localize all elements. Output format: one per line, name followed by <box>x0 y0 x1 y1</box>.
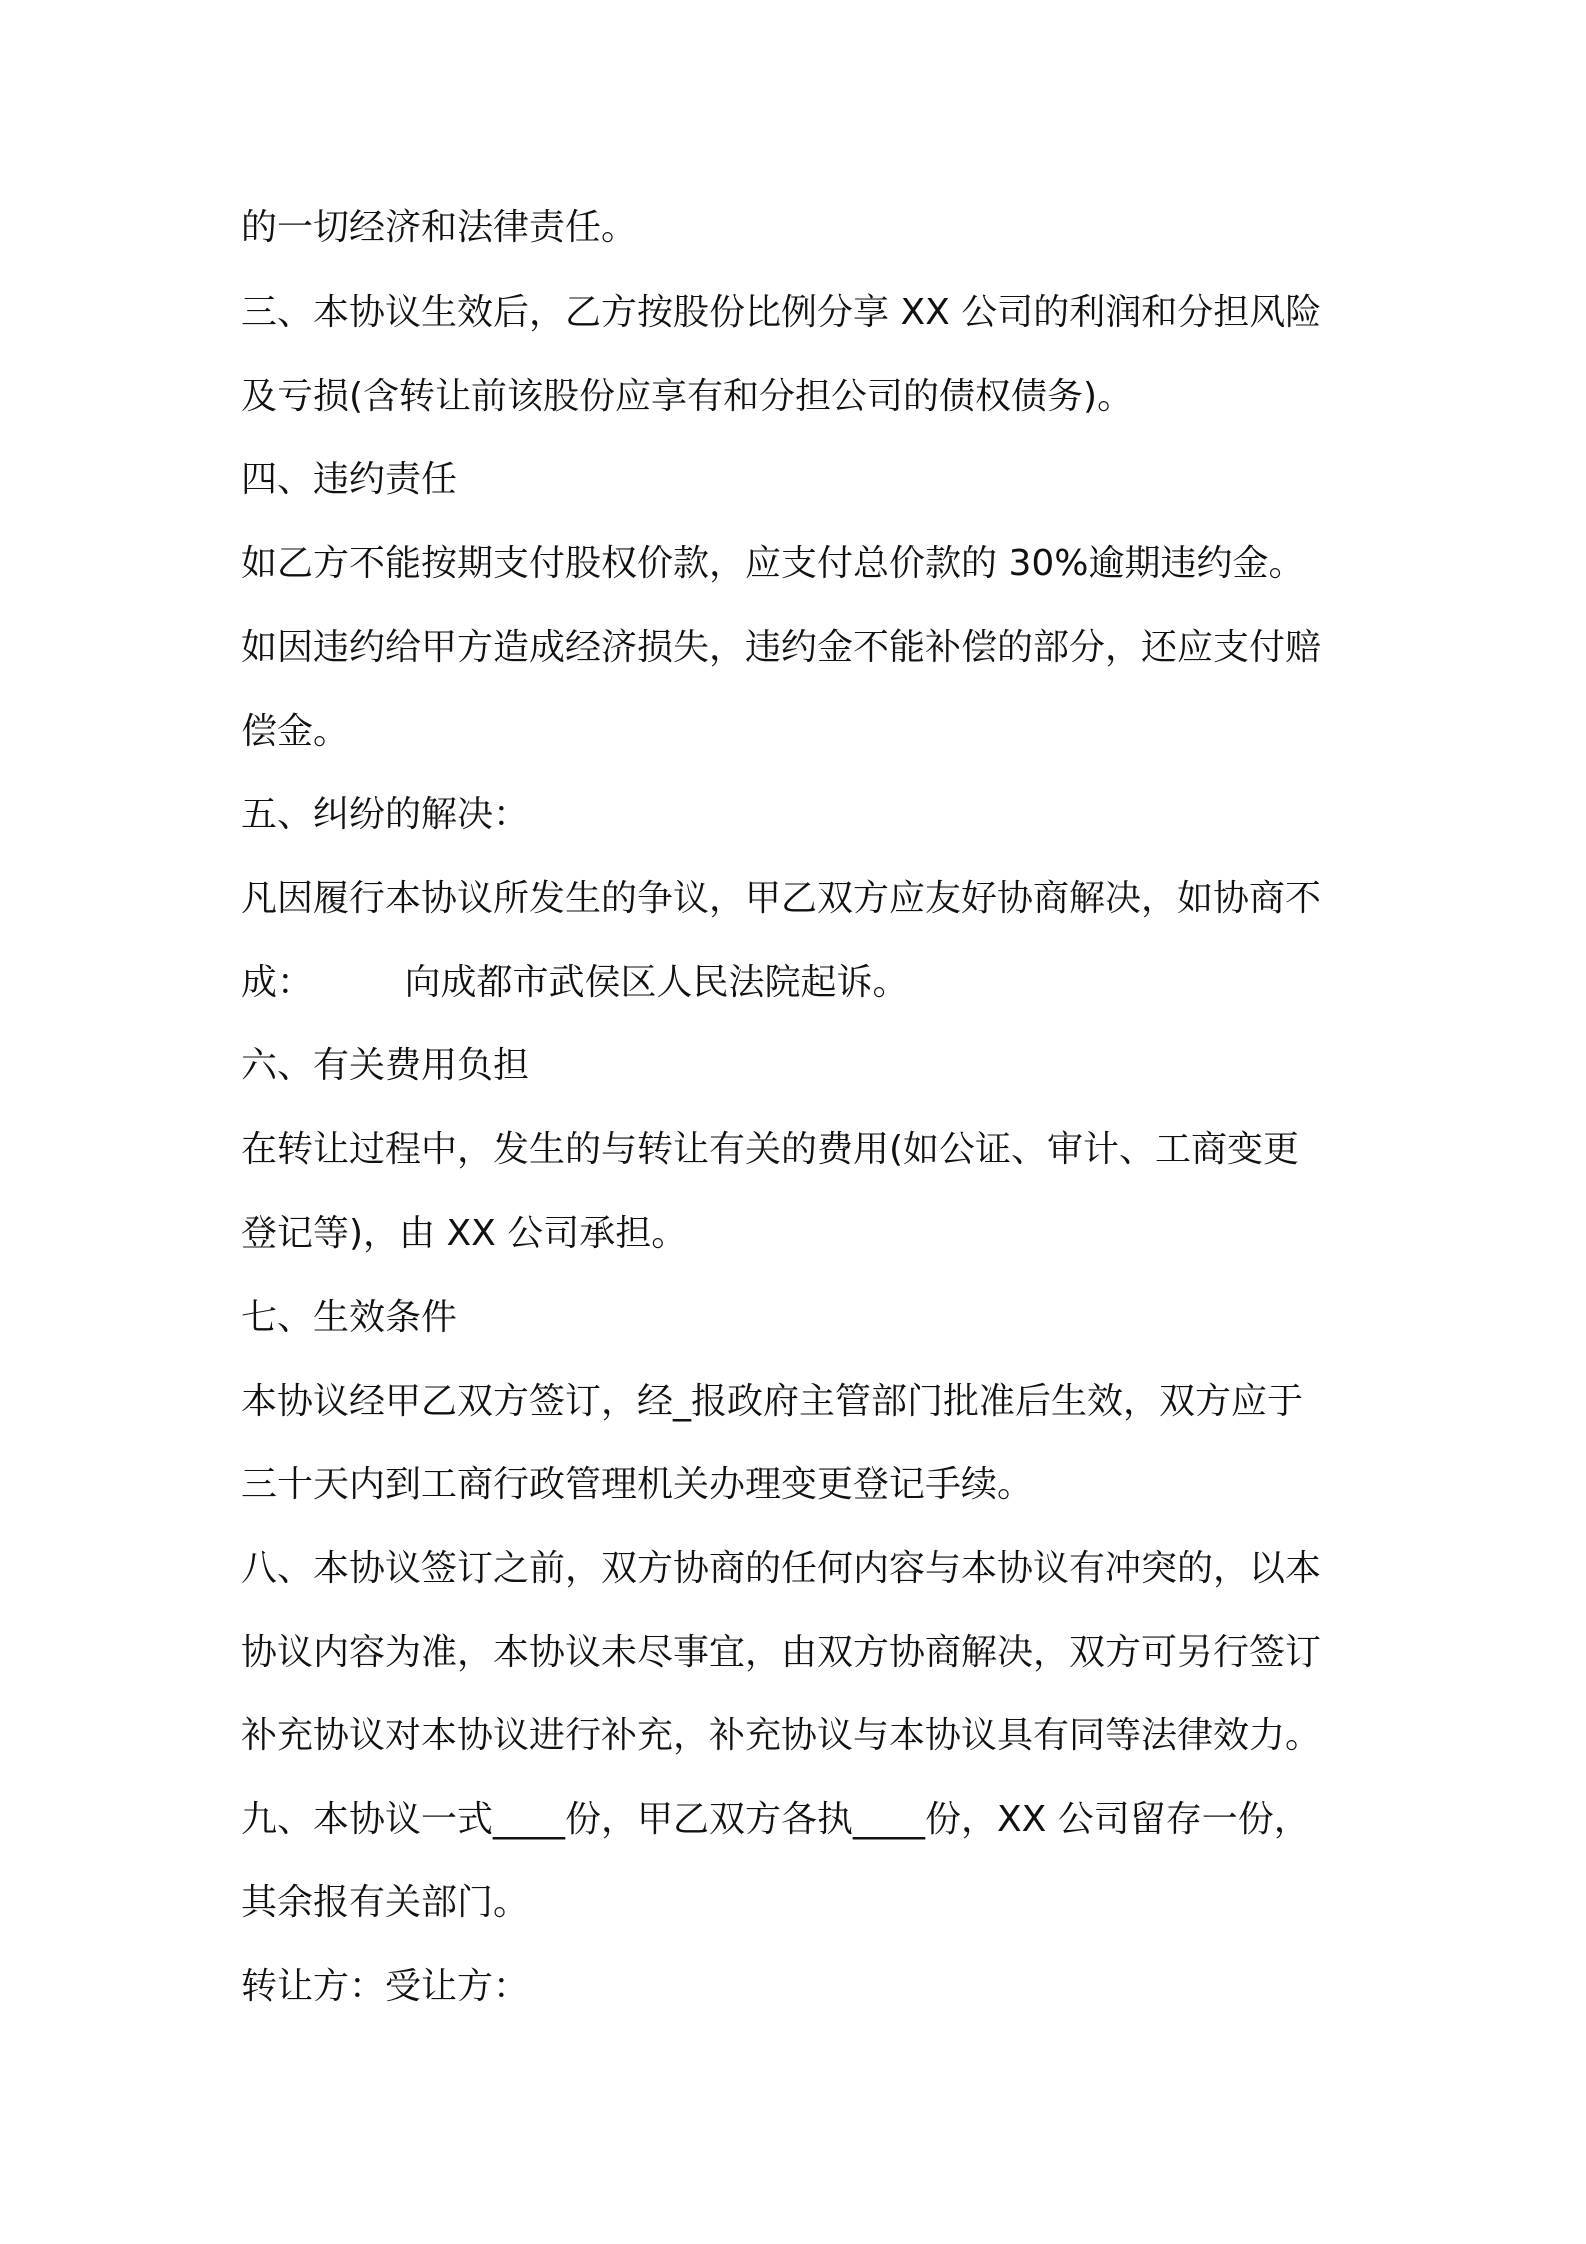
text-line-17: 八、本协议签订之前，双方协商的任何内容与本协议有冲突的，以本 <box>241 1548 1322 1589</box>
text-line-21: 其余报有关部门。 <box>241 1882 530 1923</box>
text-line-9: 凡因履行本协议所发生的争议，甲乙双方应友好协商解决，如协商不 <box>241 878 1322 919</box>
text-line-15: 本协议经甲乙双方签订，经_报政府主管部门批准后生效，双方应于 <box>241 1381 1304 1422</box>
text-line-18: 协议内容为准，本协议未尽事宜，由双方协商解决，双方可另行签订 <box>241 1632 1322 1673</box>
signature-line: 转让方：受让方： <box>241 1966 530 2007</box>
text-line-10: 成： 向成都市武侯区人民法院起诉。 <box>241 962 909 1003</box>
text-line-5: 如乙方不能按期支付股权价款，应支付总价款的 30%逾期违约金。 <box>241 543 1305 584</box>
text-line-3: 及亏损(含转让前该股份应享有和分担公司的债权债务)。 <box>241 376 1134 417</box>
text-line-1: 的一切经济和法律责任。 <box>241 207 638 248</box>
text-line-12: 在转让过程中，发生的与转让有关的费用(如公证、审计、工商变更 <box>241 1129 1300 1170</box>
text-line-19: 补充协议对本协议进行补充，补充协议与本协议具有同等法律效力。 <box>241 1715 1322 1756</box>
text-line-20: 九、本协议一式____份，甲乙双方各执____份，XX 公司留存一份， <box>241 1799 1310 1840</box>
section-heading-effective: 七、生效条件 <box>241 1297 458 1338</box>
text-line-2: 三、本协议生效后，乙方按股份比例分享 XX 公司的利润和分担风险 <box>241 292 1322 333</box>
section-heading-disputes: 五、纠纷的解决： <box>241 794 530 835</box>
text-line-16: 三十天内到工商行政管理机关办理变更登记手续。 <box>241 1464 1034 1505</box>
section-heading-costs: 六、有关费用负担 <box>241 1045 530 1086</box>
section-heading-breach: 四、违约责任 <box>241 459 458 500</box>
text-line-13: 登记等)，由 XX 公司承担。 <box>241 1213 688 1254</box>
text-line-7: 偿金。 <box>241 711 350 752</box>
text-line-6: 如因违约给甲方造成经济损失，违约金不能补偿的部分，还应支付赔 <box>241 627 1322 668</box>
